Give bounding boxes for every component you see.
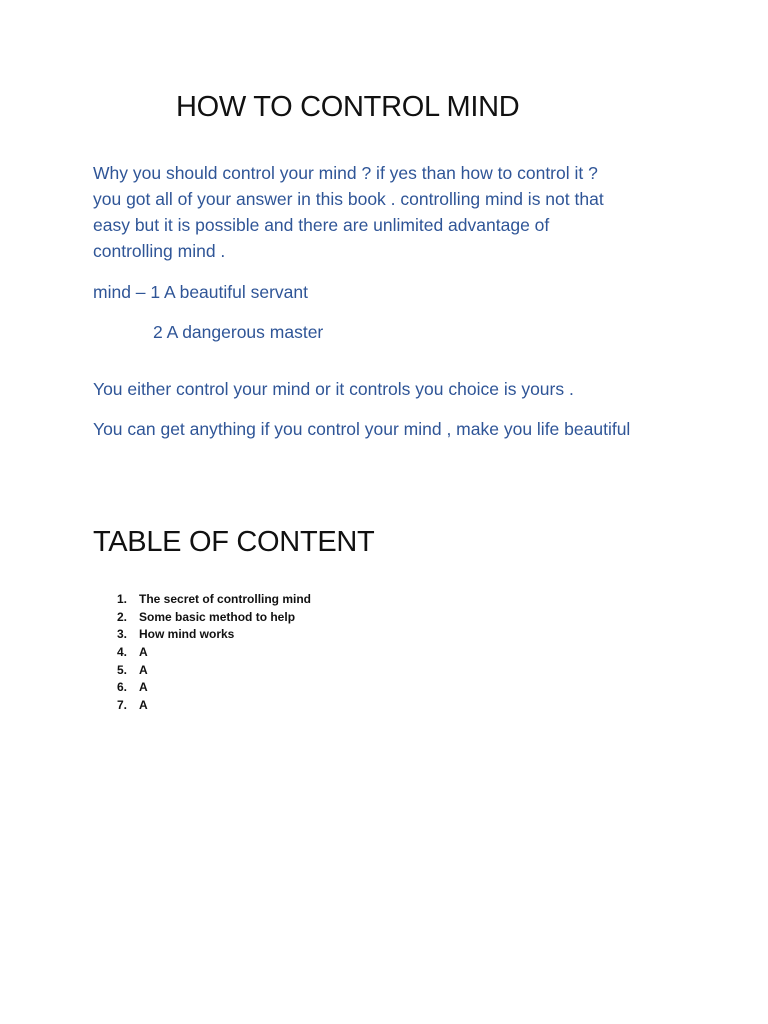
anything-paragraph: You can get anything if you control your mind , make you life beautiful	[93, 419, 631, 439]
toc-heading: TABLE OF CONTENT	[93, 526, 375, 558]
toc-item-text: The secret of controlling mind	[139, 592, 312, 606]
intro-line: you got all of your answer in this book . controlling mind is not that	[93, 189, 604, 209]
toc-item-number: 7.	[116, 698, 127, 713]
toc-item-text: Some basic method to help	[139, 609, 296, 624]
toc-list	[100, 592, 311, 716]
toc-item-text: A	[139, 698, 148, 713]
page-title: HOW TO CONTROL MIND	[176, 91, 520, 123]
toc-item-text: How mind works	[139, 627, 235, 642]
mind-line-servant: mind – 1 A beautiful servant	[93, 282, 308, 302]
intro-line: Why you should control your mind ? if yes than how to control it ?	[93, 163, 598, 183]
toc-item	[100, 663, 311, 681]
toc-item	[100, 592, 311, 610]
toc-item-text: A	[139, 645, 148, 660]
toc-item-number: 6.	[116, 680, 127, 695]
intro-line: controlling mind .	[93, 241, 226, 261]
toc-item	[100, 698, 311, 716]
toc-item-number: 1.	[116, 592, 127, 606]
toc-item-text: A	[139, 662, 148, 677]
toc-item	[100, 627, 311, 645]
toc-item-number: 3.	[116, 627, 127, 642]
toc-item-number: 5.	[116, 662, 127, 677]
toc-item-text: A	[139, 680, 148, 695]
toc-item-number: 4.	[116, 645, 127, 660]
toc-item-number: 2.	[116, 609, 127, 624]
toc-item	[100, 645, 311, 663]
intro-paragraph	[93, 160, 604, 264]
mind-line-master: 2 A dangerous master	[153, 322, 324, 342]
intro-line: easy but it is possible and there are unlimited advantage of	[93, 215, 550, 235]
toc-item	[100, 680, 311, 698]
toc-item	[100, 610, 311, 628]
either-paragraph: You either control your mind or it controls you choice is yours .	[93, 379, 574, 399]
